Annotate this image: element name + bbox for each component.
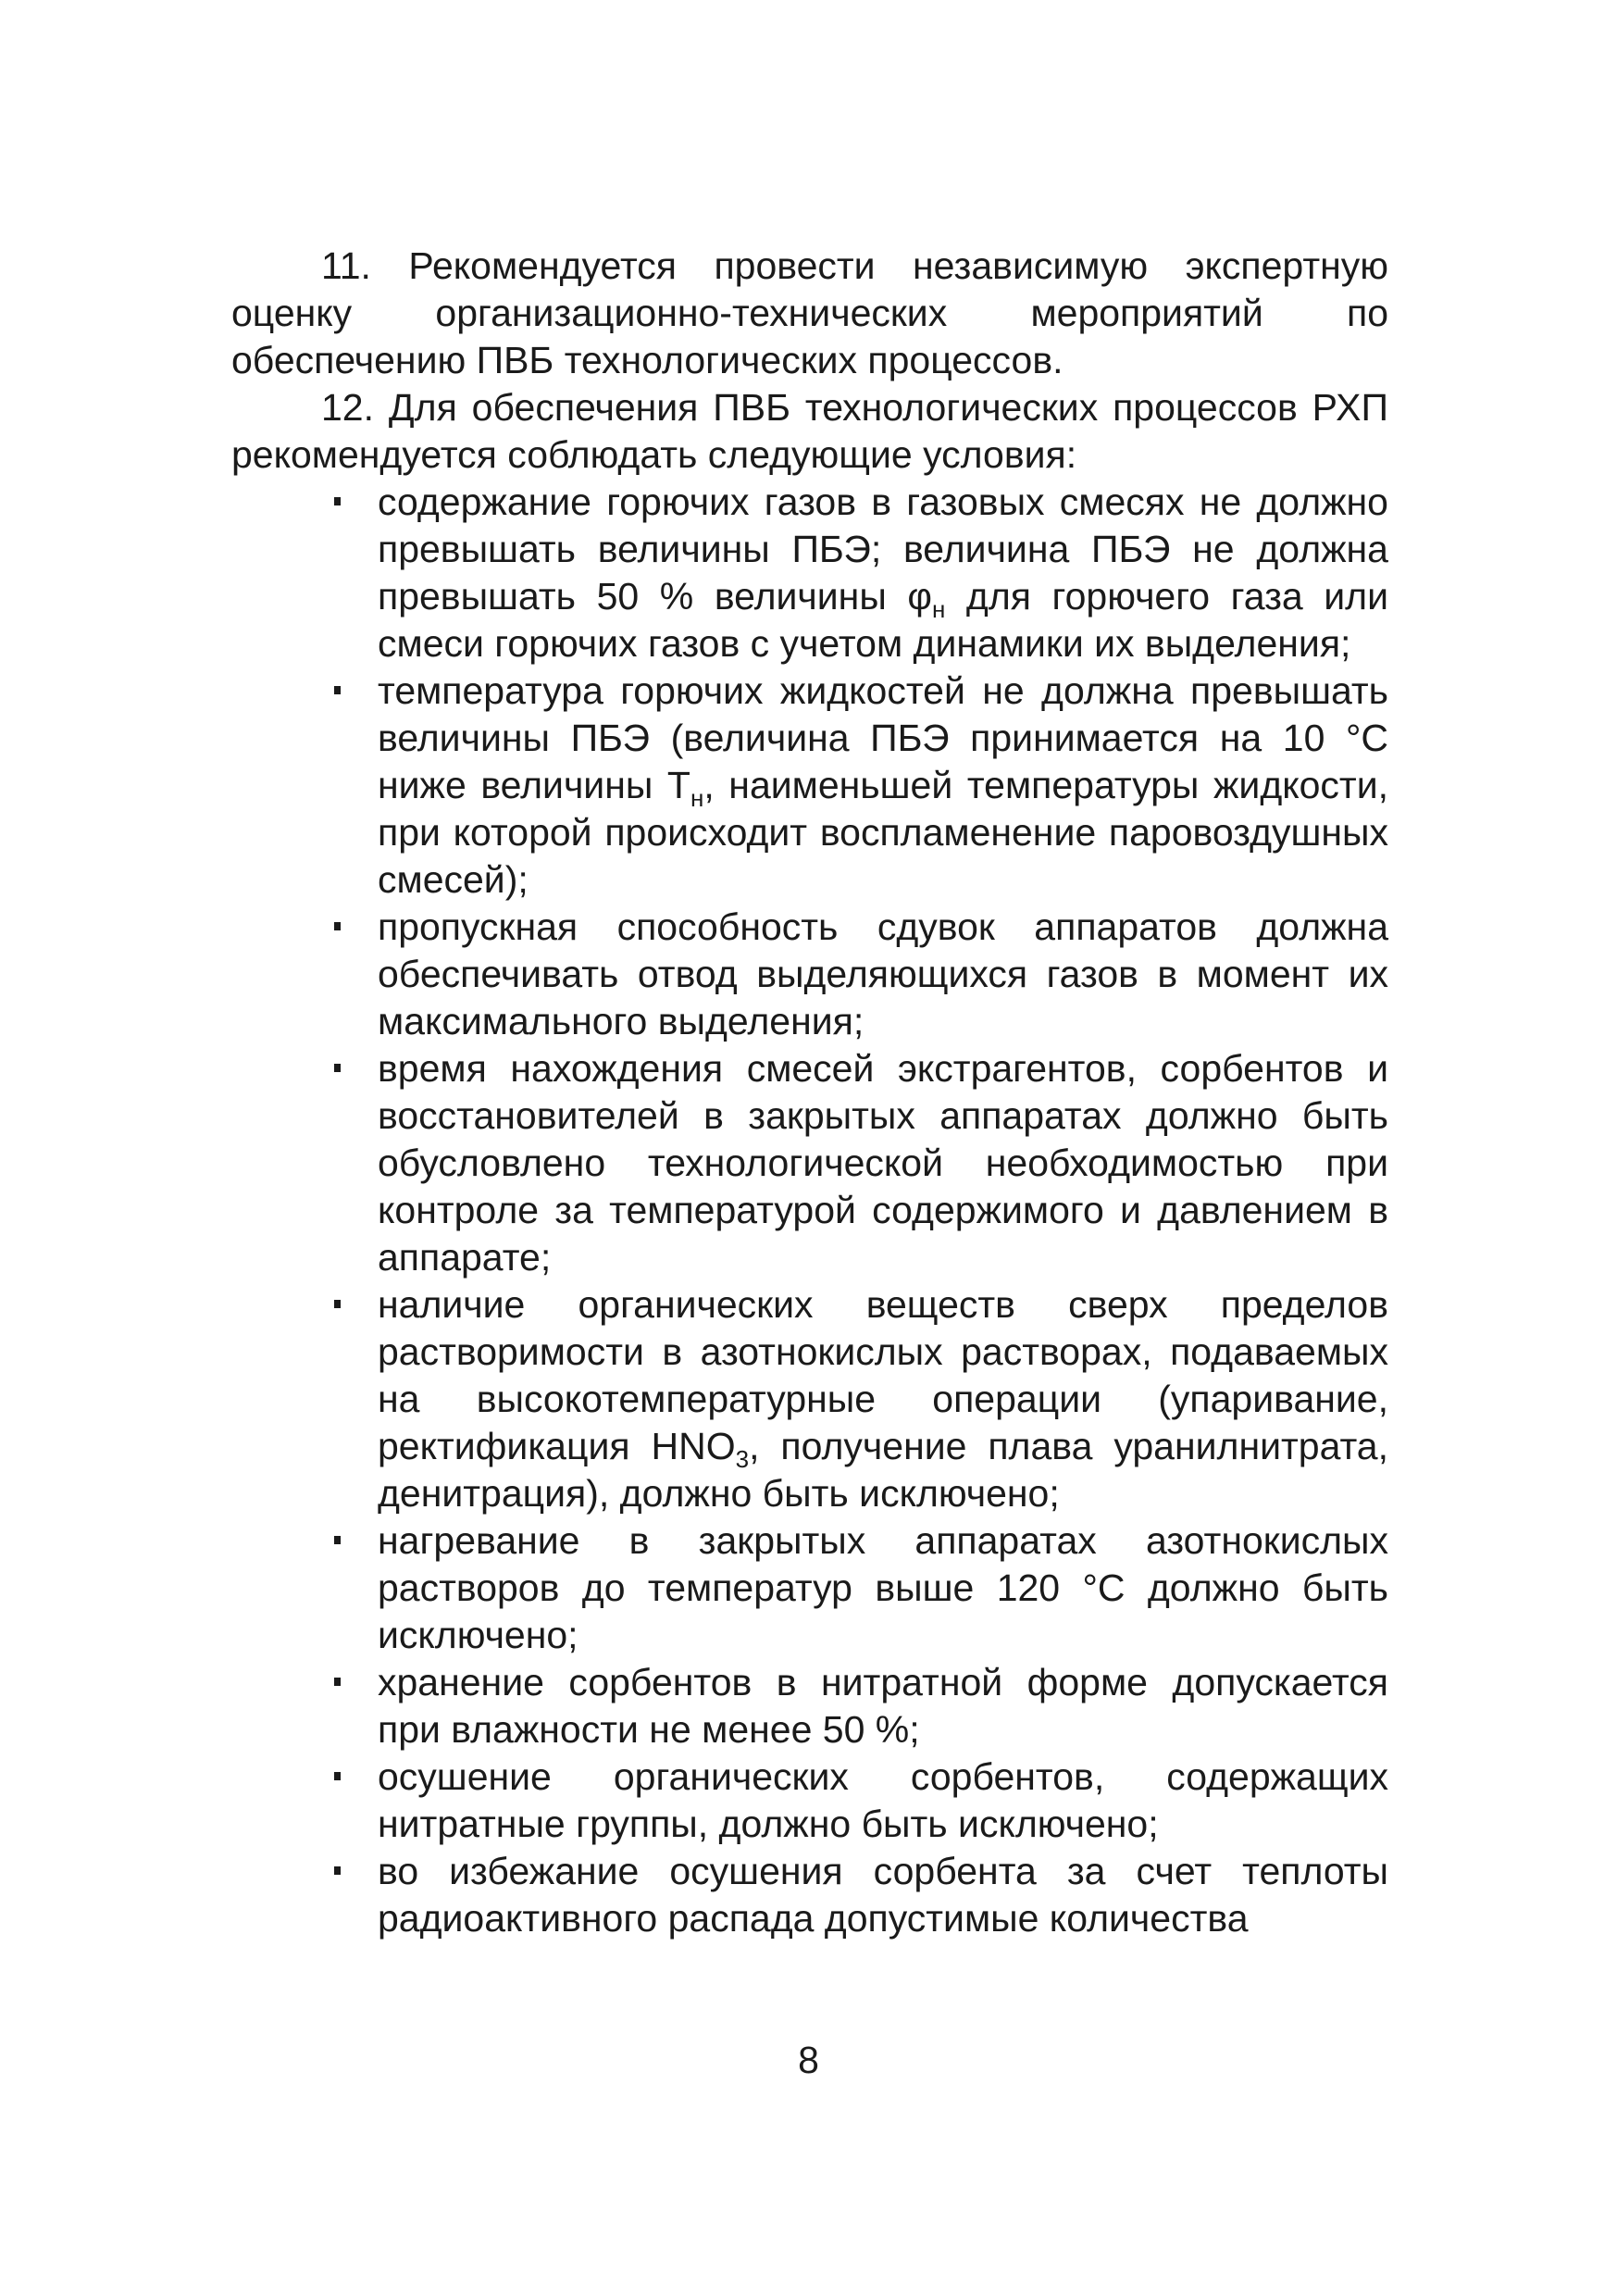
list-item: нагревание в закрытых аппаратах азотнокислых растворов до температур выше 120 °С должно быть исключено; — [378, 1517, 1388, 1659]
bullet-marker-icon — [334, 1866, 341, 1875]
list-item: наличие органических веществ сверх пределов растворимости в азотнокислых растворах, подаваемых на высокотемпературные операции (упаривание, ректификация $HNO_3$, получение плава уранилнитрата, денитрация), должно быть исключено; — [378, 1281, 1388, 1517]
list-item: температура горючих жидкостей не должна превышать величины ПБЭ (величина ПБЭ принимается на 10 °С ниже величины $T_н$, наименьшей температуры жидкости, при которой происходит воспламенение паровоздушных смесей); — [378, 668, 1388, 904]
list-item: время нахождения смесей экстрагентов, сорбентов и восстановителей в закрытых аппаратах должно быть обусловлено технологической необходимостью при контроле за температурой содержимого и давлением в аппарате; — [378, 1045, 1388, 1281]
bullet-marker-icon — [334, 1536, 341, 1544]
list-item: хранение сорбентов в нитратной форме допускается при влажности не менее 50 %; — [378, 1659, 1388, 1753]
bullet-marker-icon — [334, 1772, 341, 1780]
list-item: осушение органических сорбентов, содержащих нитратные группы, должно быть исключено; — [378, 1753, 1388, 1848]
list-item: пропускная способность сдувок аппаратов должна обеспечивать отвод выделяющихся газов в момент их максимального выделения; — [378, 904, 1388, 1045]
bullet-marker-icon — [334, 922, 341, 930]
body-text — [231, 243, 1388, 1942]
list-item: содержание горючих газов в газовых смесях не должно превышать величины ПБЭ; величина ПБЭ не должна превышать 50 % величины $\varphi_н$ для горючего газа или смеси горючих газов с учетом динамики их выделения; — [378, 479, 1388, 668]
bullet-marker-icon — [334, 1064, 341, 1072]
conditions-list — [231, 479, 1388, 1942]
bullet-marker-icon — [334, 1678, 341, 1686]
paragraph-11: 11. Рекомендуется провести независимую экспертную оценку организационно-технических мероприятий по обеспечению ПВБ технологических процессов. — [231, 244, 1388, 381]
paragraph-12: 12. Для обеспечения ПВБ технологических процессов РХП рекомендуется соблюдать следующие условия: — [231, 386, 1388, 476]
bullet-marker-icon — [334, 1300, 341, 1308]
list-item: во избежание осушения сорбента за счет теплоты радиоактивного распада допустимые количества — [378, 1848, 1388, 1942]
bullet-marker-icon — [334, 686, 341, 694]
page-number: 8 — [798, 2039, 819, 2081]
bullet-marker-icon — [334, 497, 341, 505]
